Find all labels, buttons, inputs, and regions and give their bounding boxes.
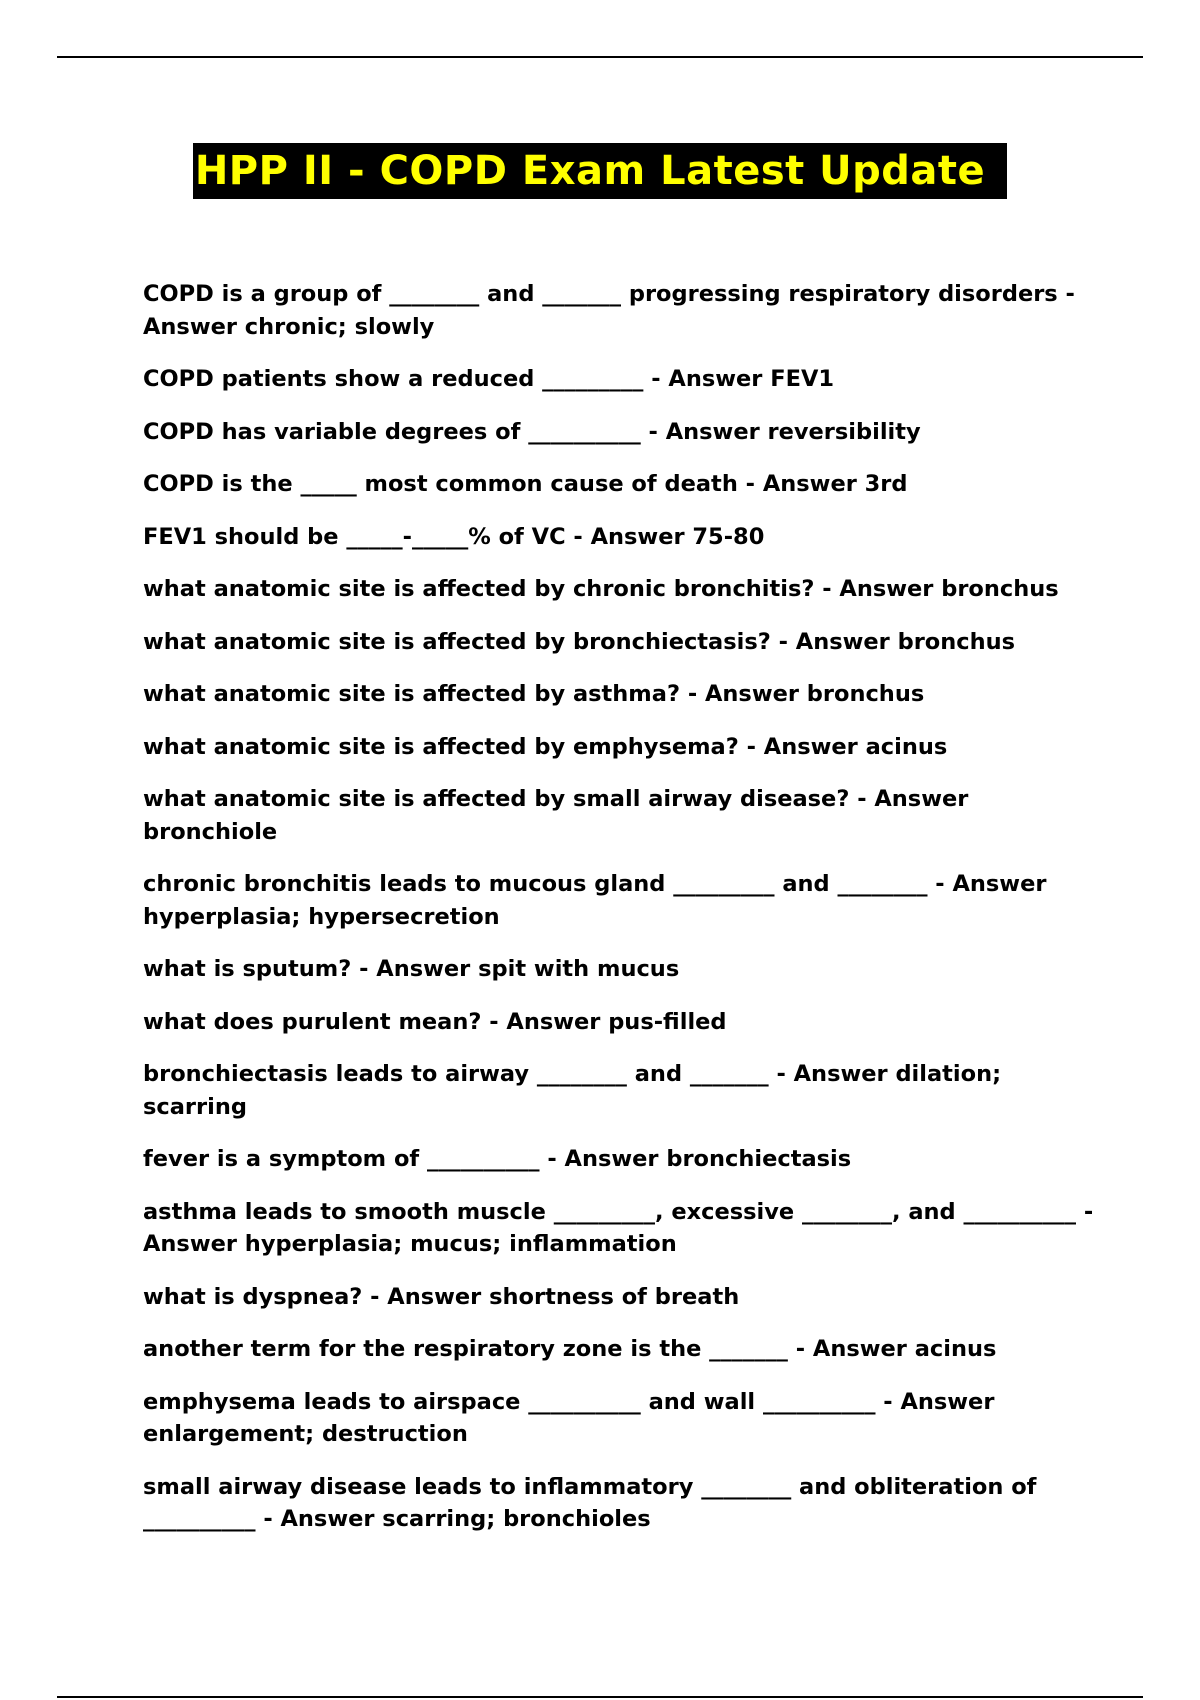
qa-item: what is dyspnea? - Answer shortness of breath (143, 1283, 740, 1310)
qa-item: FEV1 should be _____-_____% of VC - Answer 75-80 (143, 523, 765, 550)
qa-item: what anatomic site is affected by asthma? - Answer bronchus (143, 681, 925, 707)
question-answer-list (143, 278, 1103, 1556)
qa-item: bronchiectasis leads to airway ________ and _______ - Answer dilation; scarring (143, 1061, 1002, 1120)
qa-item: COPD patients show a reduced _________ - Answer FEV1 (143, 366, 835, 392)
qa-item: what anatomic site is affected by small airway disease? - Answer bronchiole (143, 786, 969, 845)
qa-item: COPD is a group of ________ and _______ progressing respiratory disorders - Answer chronic; slowly (143, 281, 1075, 340)
qa-item: what anatomic site is affected by emphysema? - Answer acinus (143, 733, 948, 760)
document-title: HPP II - COPD Exam Latest Update (193, 143, 1007, 199)
bottom-divider (57, 1696, 1143, 1698)
qa-item: another term for the respiratory zone is the _______ - Answer acinus (143, 1336, 997, 1362)
top-divider (57, 56, 1143, 58)
qa-item: asthma leads to smooth muscle _________, excessive ________, and __________ - Answer hyperplasia; mucus; inflammation (143, 1198, 1094, 1257)
qa-item: small airway disease leads to inflammatory ________ and obliteration of __________ - Answer scarring; bronchioles (143, 1473, 1037, 1532)
qa-item: what anatomic site is affected by chronic bronchitis? - Answer bronchus (143, 576, 1059, 602)
qa-item: COPD is the _____ most common cause of death - Answer 3rd (143, 471, 908, 497)
qa-item: chronic bronchitis leads to mucous gland _________ and ________ - Answer hyperplasia; hypersecretion (143, 871, 1047, 930)
title-container (0, 143, 1200, 199)
qa-item: what is sputum? - Answer spit with mucus (143, 956, 680, 982)
qa-item: what anatomic site is affected by bronchiectasis? - Answer bronchus (143, 628, 1016, 655)
qa-item: emphysema leads to airspace __________ and wall __________ - Answer enlargement; destruction (143, 1388, 995, 1447)
qa-item: COPD has variable degrees of __________ - Answer reversibility (143, 418, 921, 445)
qa-item: what does purulent mean? - Answer pus-filled (143, 1008, 727, 1035)
qa-item: fever is a symptom of __________ - Answer bronchiectasis (143, 1146, 852, 1172)
